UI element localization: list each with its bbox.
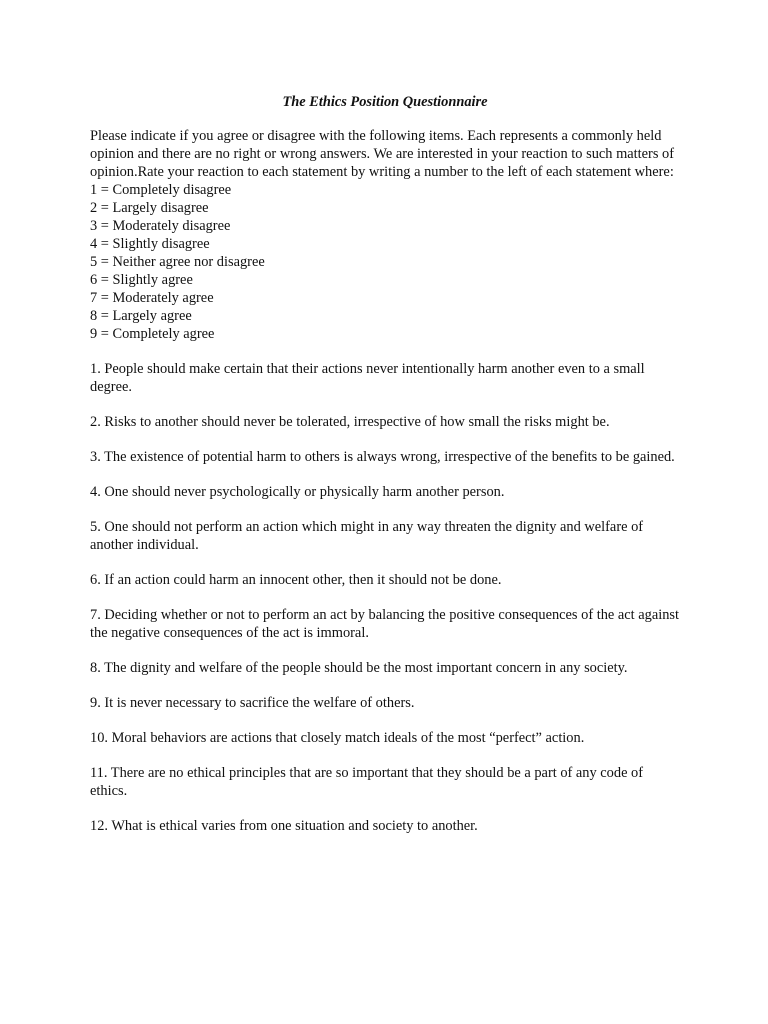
question-item-10: 10. Moral behaviors are actions that closely match ideals of the most “perfect” action. xyxy=(90,730,585,746)
question-item-3: 3. The existence of potential harm to others is always wrong, irrespective of the benefits to be gained. xyxy=(90,449,675,465)
question-item-11: 11. There are no ethical principles that are so important that they should be a part of any code of ethics. xyxy=(90,765,644,799)
scale-item: 8 = Largely agree xyxy=(90,308,192,324)
scale-item: 4 = Slightly disagree xyxy=(90,236,210,252)
scale-item: 5 = Neither agree nor disagree xyxy=(90,254,265,270)
scale-item: 9 = Completely agree xyxy=(90,326,215,342)
document-title: The Ethics Position Questionnaire xyxy=(282,94,488,110)
document-page xyxy=(90,93,680,852)
scale-item: 7 = Moderately agree xyxy=(90,290,214,306)
instructions-paragraph: Please indicate if you agree or disagree with the following items. Each represents a commonly held opinion and there are no right or wrong answers. We are interested in your reaction to such matters of opinion.Rate your reaction to each statement by writing a number to the left of each statement where: xyxy=(90,128,675,180)
question-item-6: 6. If an action could harm an innocent other, then it should not be done. xyxy=(90,572,502,588)
question-item-2: 2. Risks to another should never be tolerated, irrespective of how small the risks might be. xyxy=(90,414,610,430)
questionnaire-items xyxy=(90,360,680,835)
scale-item: 1 = Completely disagree xyxy=(90,182,232,198)
question-item-8: 8. The dignity and welfare of the people should be the most important concern in any society. xyxy=(90,660,628,676)
question-item-9: 9. It is never necessary to sacrifice the welfare of others. xyxy=(90,695,415,711)
question-item-5: 5. One should not perform an action which might in any way threaten the dignity and welfare of another individual. xyxy=(90,519,644,553)
scale-item: 2 = Largely disagree xyxy=(90,200,209,216)
scale-item: 3 = Moderately disagree xyxy=(90,218,231,234)
question-item-12: 12. What is ethical varies from one situation and society to another. xyxy=(90,818,478,834)
rating-scale-list xyxy=(90,181,680,343)
question-item-4: 4. One should never psychologically or physically harm another person. xyxy=(90,484,505,500)
scale-item: 6 = Slightly agree xyxy=(90,272,193,288)
question-item-1: 1. People should make certain that their actions never intentionally harm another even to a small degree. xyxy=(90,361,645,395)
question-item-7: 7. Deciding whether or not to perform an act by balancing the positive consequences of the act against the negative consequences of the act is immoral. xyxy=(90,607,680,641)
